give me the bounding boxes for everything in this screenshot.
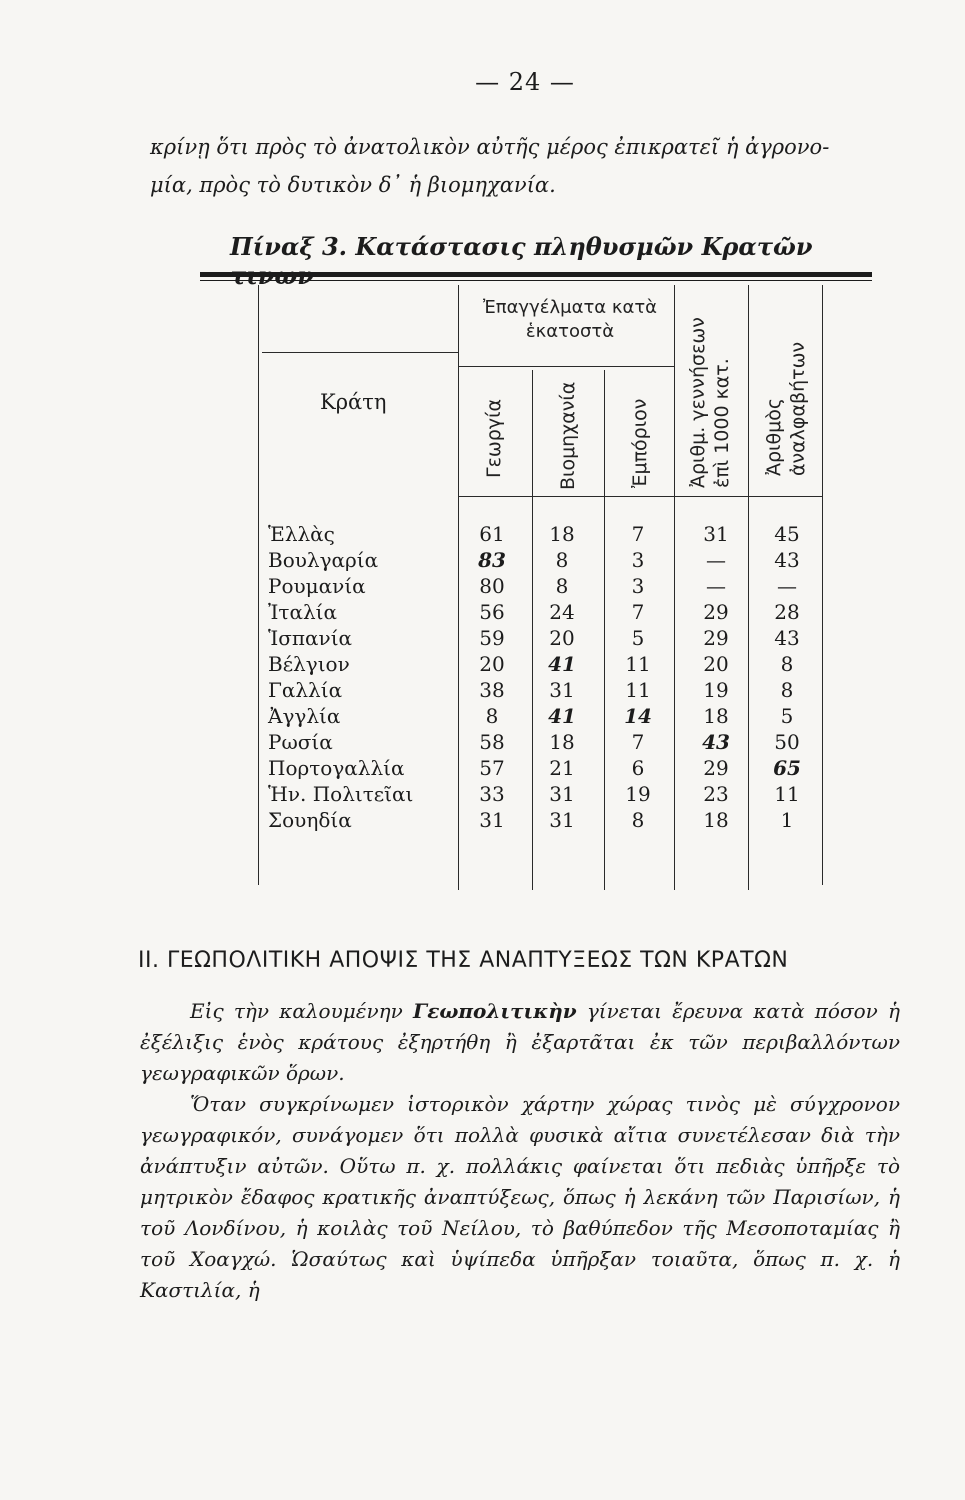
header-industry: Βιομηχανία [557,381,579,490]
header-professions: Ἐπαγγέλματα κατὰ ἑκατοστὰ [482,297,658,342]
table-row [0,548,965,574]
section-heading: II. ΓΕΩΠΟΛΙΤΙΚΗ ΑΠΟΨΙΣ ΤΗΣ ΑΝΑΠΤΥΞΕΩΣ ΤΩΝ ΚΡΑΤΩΝ [138,948,789,973]
table-row [0,704,965,730]
cell-illiterates: 5 [780,704,794,728]
cell-state: Ἱσπανία [268,626,353,650]
cell-illiterates: 50 [774,730,800,754]
cell-illiterates: 8 [780,652,794,676]
table-title [230,232,880,290]
cell-illiterates: 1 [780,808,794,832]
cell-industry: 31 [549,678,575,702]
cell-state: Βέλγιον [268,652,350,676]
paragraph-2: Ὅταν συγκρίνωμεν ἱστορικὸν χάρτην χώρας τινὸς μὲ σύγχρονον γεωγραφικόν, συνάγομεν ὅτι πολλὰ φυσικὰ αἴτια συνετέλεσαν διὰ τὴν ἀνάπτυξιν αὐτῶν. Οὕτω π. χ. πολλάκις φαίνεται ὅτι πεδιὰς ὑπῆρξε τὸ μητρικὸν ἔδαφος κρατικῆς ἀναπτύξεως, ὅπως ἡ λεκάνη τῶν Παρισίων, ἡ τοῦ Λονδίνου, ἡ κοιλὰς τοῦ Νείλου, τὸ βαθύπεδον τῆς Μεσοποταμίας ἢ τοῦ Χοαγχώ. Ὡσαύτως καὶ ὑψίπεδα ὑπῆρξαν τοιαῦτα, ὅπως π. χ. ἡ Καστιλία, ἡ [140,1092,900,1302]
cell-industry: 41 [548,704,576,728]
cell-commerce: 14 [624,704,652,728]
paragraph-1 [140,996,900,1089]
table-row [0,600,965,626]
p1-rest: γίνεται ἔρευνα κατὰ πόσον ἡ ἐξέλιξις ἑνὸς κράτους ἐξηρτήθη ἢ ἐξαρτᾶται ἐκ τῶν περιβαλλόντων γεωγραφικῶν ὅρων. [140,999,901,1085]
cell-births: 23 [703,782,729,806]
cell-state: Ἡν. Πολιτεῖαι [268,782,414,806]
intro-line-2: μία, πρὸς τὸ δυτικὸν δ᾽ ἡ βιομηχανία. [150,173,556,197]
cell-births: 20 [703,652,729,676]
cell-births: 31 [703,522,729,546]
intro-paragraph [150,128,910,204]
cell-births: 29 [703,756,729,780]
table-row [0,574,965,600]
p1-term: Γεωπολιτικὴν [413,999,577,1023]
cell-state: Ρουμανία [268,574,366,598]
header-illiterates-line-1: Ἀριθμὸς [763,398,785,476]
cell-industry: 41 [548,652,576,676]
header-bottom-line-right [674,496,822,497]
cell-commerce: 5 [631,626,645,650]
table-row [0,808,965,834]
cell-illiterates: 28 [774,600,800,624]
body-text [140,996,900,1306]
cell-commerce: 7 [631,522,645,546]
cell-births: 18 [703,808,729,832]
cell-industry: 31 [549,782,575,806]
cell-state: Σουηδία [268,808,352,832]
intro-line-1: κρίνῃ ὅτι πρὸς τὸ ἀνατολικὸν αὐτῆς μέρος ἐπικρατεῖ ἡ ἀγρονο- [150,135,830,159]
cell-agriculture: 57 [479,756,505,780]
cell-state: Πορτογαλλία [268,756,405,780]
cell-agriculture: 61 [479,522,505,546]
table-top-rule [200,272,872,277]
page-number: — 24 — [475,68,575,96]
cell-illiterates: 43 [774,626,800,650]
table-row [0,652,965,678]
cell-industry: 21 [549,756,575,780]
cell-agriculture: 58 [479,730,505,754]
header-line-states [262,352,458,353]
cell-agriculture: 59 [479,626,505,650]
table-title-prefix: Πίναξ 3. [230,232,348,261]
cell-commerce: 11 [625,678,651,702]
header-commerce: Ἐμπόριον [629,398,651,488]
header-illiterates [762,342,810,476]
table-row [0,522,965,548]
header-line-professions [458,366,674,367]
cell-state: Ἀγγλία [268,704,341,728]
cell-commerce: 8 [631,808,645,832]
cell-commerce: 7 [631,600,645,624]
cell-illiterates: 11 [774,782,800,806]
cell-agriculture: 56 [479,600,505,624]
cell-industry: 8 [555,548,569,572]
cell-illiterates: 65 [773,756,801,780]
header-illiterates-line-2: ἀναλφαβήτων [787,341,809,476]
p1-start: Εἰς τὴν καλουμένην [190,999,413,1023]
cell-agriculture: 80 [479,574,505,598]
table-row [0,678,965,704]
cell-state: Γαλλία [268,678,343,702]
header-births-line-1: Ἀριθμ. γεννήσεων [687,317,709,488]
cell-commerce: 11 [625,652,651,676]
cell-births: — [706,548,726,572]
table-top-rule-thin [200,280,872,281]
cell-industry: 18 [549,730,575,754]
cell-births: — [706,574,726,598]
cell-births: 18 [703,704,729,728]
cell-commerce: 3 [631,574,645,598]
header-states: Κράτη [320,390,387,414]
cell-industry: 8 [555,574,569,598]
cell-state: Ρωσία [268,730,333,754]
table-title-rest: Κατάστασις πληθυσμῶν Κρατῶν [355,232,813,261]
cell-state: Ἰταλία [268,600,338,624]
cell-industry: 24 [549,600,575,624]
cell-births: 29 [703,600,729,624]
header-births-line-2: ἐπὶ 1000 κατ. [711,358,733,488]
cell-births: 19 [703,678,729,702]
cell-illiterates: 43 [774,548,800,572]
header-agriculture: Γεωργία [483,398,505,478]
cell-industry: 31 [549,808,575,832]
cell-agriculture: 38 [479,678,505,702]
cell-commerce: 3 [631,548,645,572]
cell-illiterates: — [777,574,797,598]
header-bottom-line [458,496,674,497]
cell-commerce: 7 [631,730,645,754]
cell-commerce: 19 [625,782,651,806]
header-births [686,317,734,488]
cell-commerce: 6 [631,756,645,780]
cell-state: Ἑλλὰς [268,522,335,546]
cell-illiterates: 8 [780,678,794,702]
cell-births: 29 [703,626,729,650]
table-row [0,626,965,652]
cell-agriculture: 8 [485,704,499,728]
cell-agriculture: 33 [479,782,505,806]
cell-illiterates: 45 [774,522,800,546]
cell-agriculture: 20 [479,652,505,676]
cell-industry: 18 [549,522,575,546]
cell-industry: 20 [549,626,575,650]
table-row [0,782,965,808]
cell-births: 43 [702,730,730,754]
cell-agriculture: 31 [479,808,505,832]
cell-state: Βουλγαρία [268,548,379,572]
table-row [0,730,965,756]
cell-agriculture: 83 [478,548,506,572]
table-row [0,756,965,782]
